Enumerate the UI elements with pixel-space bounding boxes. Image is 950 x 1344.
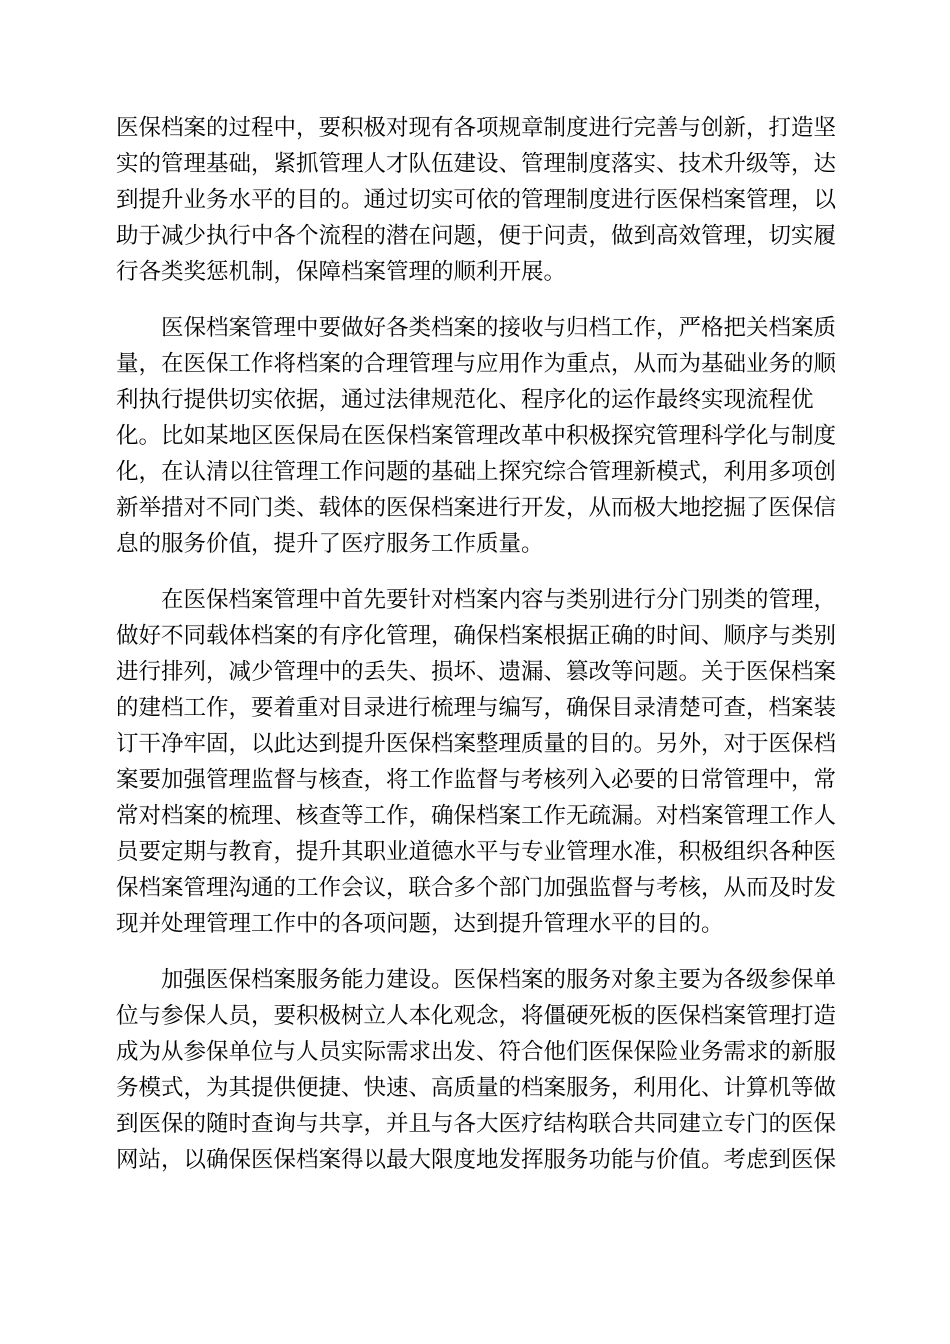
text-line: 行各类奖惩机制，保障档案管理的顺利开展。 — [116, 259, 567, 285]
text-line: 的建档工作，要着重对目录进行梳理与编写，确保目录清楚可查，档案装 — [116, 695, 837, 721]
text-line: 务模式，为其提供便捷、快速、高质量的档案服务，利用化、计算机等做 — [116, 1075, 837, 1101]
text-line: 量，在医保工作将档案的合理管理与应用作为重点，从而为基础业务的顺 — [116, 351, 837, 377]
paragraph-3 — [116, 582, 837, 942]
text-line: 到医保的随时查询与共享，并且与各大医疗结构联合共同建立专门的医保 — [116, 1111, 837, 1137]
text-line: 医保档案的过程中，要积极对现有各项规章制度进行完善与创新，打造坚 — [116, 115, 837, 141]
text-line: 做好不同载体档案的有序化管理，确保档案根据正确的时间、顺序与类别 — [116, 623, 837, 649]
text-line: 医保档案管理中要做好各类档案的接收与归档工作，严格把关档案质 — [161, 315, 837, 341]
text-line: 到提升业务水平的目的。通过切实可依的管理制度进行医保档案管理，以 — [116, 187, 837, 213]
text-line: 网站，以确保医保档案得以最大限度地发挥服务功能与价值。考虑到医保 — [116, 1147, 837, 1173]
paragraph-4 — [116, 962, 837, 1178]
text-line: 保档案管理沟通的工作会议，联合多个部门加强监督与考核，从而及时发 — [116, 875, 837, 901]
text-line: 位与参保人员，要积极树立人本化观念，将僵硬死板的医保档案管理打造 — [116, 1003, 837, 1029]
text-line: 订干净牢固，以此达到提升医保档案整理质量的目的。另外，对于医保档 — [116, 731, 837, 757]
paragraph-2 — [116, 310, 837, 562]
text-line: 案要加强管理监督与核查，将工作监督与考核列入必要的日常管理中，常 — [116, 767, 837, 793]
text-line: 现并处理管理工作中的各项问题，达到提升管理水平的目的。 — [116, 911, 724, 937]
text-line: 进行排列，减少管理中的丢失、损坏、遗漏、篡改等问题。关于医保档案 — [116, 659, 837, 685]
text-line: 新举措对不同门类、载体的医保档案进行开发，从而极大地挖掘了医保信 — [116, 495, 837, 521]
text-line: 常对档案的梳理、核查等工作，确保档案工作无疏漏。对档案管理工作人 — [116, 803, 837, 829]
text-line: 成为从参保单位与人员实际需求出发、符合他们医保保险业务需求的新服 — [116, 1039, 837, 1065]
text-line: 息的服务价值，提升了医疗服务工作质量。 — [116, 531, 544, 557]
text-line: 化，在认清以往管理工作问题的基础上探究综合管理新模式，利用多项创 — [116, 459, 837, 485]
text-line: 实的管理基础，紧抓管理人才队伍建设、管理制度落实、技术升级等，达 — [116, 151, 837, 177]
text-line: 在医保档案管理中首先要针对档案内容与类别进行分门别类的管理， — [161, 587, 837, 613]
text-line: 化。比如某地区医保局在医保档案管理改革中积极探究管理科学化与制度 — [116, 423, 837, 449]
text-line: 利执行提供切实依据，通过法律规范化、程序化的运作最终实现流程优 — [116, 387, 814, 413]
text-line: 加强医保档案服务能力建设。医保档案的服务对象主要为各级参保单 — [161, 967, 837, 993]
paragraph-1 — [116, 110, 837, 290]
text-line: 助于减少执行中各个流程的潜在问题，便于问责，做到高效管理，切实履 — [116, 223, 837, 249]
text-line: 员要定期与教育，提升其职业道德水平与专业管理水准，积极组织各种医 — [116, 839, 837, 865]
document-page — [116, 110, 837, 1198]
